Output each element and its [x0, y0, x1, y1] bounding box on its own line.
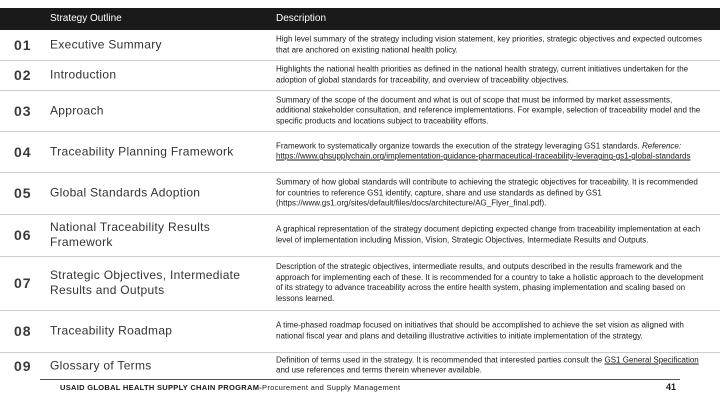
header-description: Description — [276, 13, 327, 24]
row-number: 04 — [14, 143, 32, 160]
table-row — [0, 172, 720, 215]
table-row — [0, 90, 720, 132]
row-description: A time-phased roadmap focused on initiatives that should be accomplished to achieve the set vision as aligned with national fiscal year and plans and detailing illustrative activities to initiate implementation of the strategy. — [276, 320, 684, 340]
table-row — [0, 214, 720, 257]
row-number: 06 — [14, 227, 32, 243]
row-title: National Traceability Results Framework — [50, 220, 211, 249]
row-number: 01 — [14, 37, 32, 53]
row-number: 09 — [14, 357, 32, 374]
row-title: Approach — [50, 103, 104, 117]
table-row — [0, 256, 720, 311]
row-description-text: Framework to systematically organize towards the execution of the strategy leveraging GS1 standards. — [276, 141, 640, 150]
row-description — [276, 141, 708, 162]
page-number: 41 — [666, 382, 677, 392]
row-description-text: Definition of terms used in the strategy. It is recommended that interested parties consult the — [276, 355, 603, 364]
row-description: Description of the strategic objectives, intermediate results, and outputs described in the results framework and the approach for implementing each of these. It is recommended for a country to take a holistic approach to the development of its strategy to advance traceability across the entire health system, phasing implementation and scaling based on lessons learned. — [276, 262, 704, 303]
table-row — [0, 352, 720, 379]
reference-label: Reference: — [641, 141, 682, 150]
row-number: 08 — [14, 323, 32, 339]
row-description: High level summary of the strategy including vision statement, key priorities, strategic objectives and expected outcomes that are anchored on existing national health policy. — [276, 34, 702, 54]
table-row — [0, 131, 720, 173]
row-title: Glossary of Terms — [50, 358, 152, 372]
footer-divider — [40, 379, 680, 380]
row-title: Global Standards Adoption — [50, 185, 201, 200]
row-description: Summary of how global standards will contribute to achieving the strategic objectives for traceability. It is recommended for countries to reference GS1 identify, capture, share and use standards as defined by GS1 (https://www.gs1.org/sites/default/files/docs/architecture/AG_Flyer_final.pdf). — [276, 177, 698, 208]
table-row — [0, 60, 720, 91]
row-description: Summary of the scope of the document and what is out of scope that must be informed by market assessments, additional stakeholder consultation, and reference implementations. For example, selection of traceability model and the specific products and locations subject to traceability efforts. — [276, 94, 701, 125]
row-description-tail: and use references and terms therein whenever available. — [276, 365, 482, 375]
row-description: Highlights the national health priorities as defined in the national health strategy, current initiatives undertaken for the adoption of global standards for traceability, and overview of traceability objectives. — [276, 64, 689, 84]
row-title: Traceability Roadmap — [50, 323, 173, 338]
row-number: 03 — [14, 102, 32, 119]
footer — [60, 383, 400, 392]
footer-org: USAID GLOBAL HEALTH SUPPLY CHAIN PROGRAM- — [60, 383, 263, 392]
table-row — [0, 30, 720, 61]
row-title: Introduction — [50, 67, 117, 82]
gs1-spec-link[interactable]: GS1 General Specification — [604, 355, 699, 364]
header-strategy-outline: Strategy Outline — [50, 13, 122, 24]
row-title: Strategic Objectives, Intermediate Results and Outputs — [50, 268, 241, 297]
table-row — [0, 310, 720, 353]
row-number: 07 — [14, 275, 32, 291]
row-description: A graphical representation of the strategy document depicting expected change from traceability implementation at each level of implementation including Mission, Vision, Strategic Objectives, Intermediate Results and Outputs. — [276, 224, 701, 244]
reference-link[interactable]: https://www.ghsupplychain.org/implementation-guidance-pharmaceutical-traceability-leveraging-gs1-global-standards — [276, 151, 691, 161]
row-number: 02 — [14, 67, 32, 83]
row-description — [276, 355, 708, 376]
row-number: 05 — [14, 185, 32, 201]
row-title: Traceability Planning Framework — [50, 144, 234, 158]
row-title: Executive Summary — [50, 37, 162, 52]
footer-subtitle: Procurement and Supply Management — [262, 383, 401, 392]
table-header — [0, 8, 720, 30]
